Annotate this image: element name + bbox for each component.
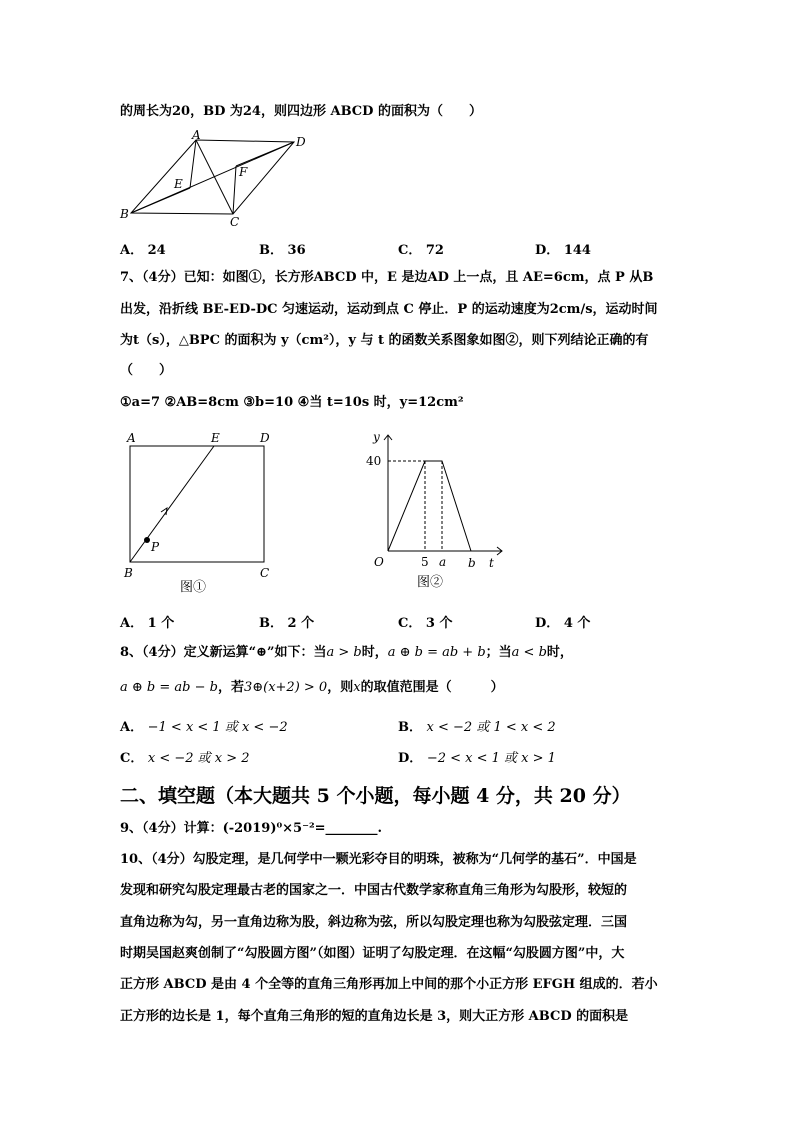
q9-text: 9、（4分）计算：(-2019)⁰×5⁻²=________. (120, 821, 383, 836)
q6-stem-tail: 的周长为20，BD 为24，则四边形 ABCD 的面积为（ ） (120, 104, 482, 119)
label-e: E (211, 431, 220, 445)
arrow-icon (161, 508, 167, 515)
section2-title: 二、填空题（本大题共 5 个小题，每小题 4 分，共 20 分） (120, 785, 631, 807)
q7-statements: ①a=7 ②AB=8cm ③b=10 ④当 t=10s 时，y=12cm² (120, 395, 464, 410)
q10-line1: 10、（4分）勾股定理，是几何学中一颗光彩夺目的明珠，被称为“几何学的基石”．中国是 (120, 852, 637, 867)
q7-line2: 出发，沿折线 BE-ED-DC 匀速运动，运动到点 C 停止．P 的运动速度为2cm/s，运动时间 (120, 302, 658, 317)
q8-option-c[interactable]: C． x < −2 或 x > 2 (120, 751, 250, 766)
segment-be (130, 446, 214, 562)
q8-line2: a ⊕ b = ab − b，若3⊕(x+2) > 0，则x的取值范围是（ ） (120, 680, 504, 695)
q10-line3: 直角边称为勾，另一直角边称为股，斜边称为弦，所以勾股定理也称为勾股弦定理．三国 (120, 915, 628, 930)
point-p-dot (144, 537, 150, 543)
q6-option-d[interactable]: D． 144 (535, 243, 591, 258)
q7-line3: 为t（s），△BPC 的面积为 y（cm²），y 与 t 的函数关系图象如图②，则下列结论正确的有 (120, 333, 649, 348)
label-f: F (239, 165, 248, 179)
label-a: a (439, 555, 447, 569)
label-c: C (230, 215, 240, 228)
q6-rhombus-figure (112, 128, 312, 228)
q6-option-b[interactable]: B． 36 (259, 243, 306, 258)
q10-line6: 正方形的边长是 1，每个直角三角形的短的直角边长是 3，则大正方形 ABCD 的面积是 (120, 1009, 629, 1024)
label-d: D (296, 135, 306, 149)
label-e: E (174, 177, 183, 191)
label-40: 40 (366, 454, 382, 468)
graph-line (388, 461, 471, 551)
label-b: B (120, 207, 129, 221)
label-a: A (192, 128, 201, 142)
segment-ae (190, 140, 196, 188)
q7-figure1-rectangle (118, 425, 288, 597)
q8-option-b[interactable]: B． x < −2 或 1 < x < 2 (398, 720, 556, 735)
label-o: O (374, 555, 384, 569)
label-b: b (468, 556, 476, 570)
figure2-caption: 图② (417, 575, 444, 590)
q7-figure2-graph (360, 425, 510, 597)
q7-line1: 7、（4分）已知：如图①，长方形ABCD 中，E 是边AD 上一点，且 AE=6cm，点 P 从B (120, 270, 654, 285)
q7-line4: （ ） (120, 363, 173, 378)
segment-cf (233, 166, 236, 214)
q8-option-d[interactable]: D． −2 < x < 1 或 x > 1 (398, 751, 556, 766)
q6-option-c[interactable]: C． 72 (398, 243, 444, 258)
label-a: A (127, 431, 136, 445)
q10-line5: 正方形 ABCD 是由 4 个全等的直角三角形再加上中间的那个小正方形 EFGH 组成的．若小 (120, 977, 658, 992)
figure1-caption: 图① (180, 580, 207, 595)
label-c: C (260, 566, 270, 580)
segment-df (236, 142, 294, 166)
label-y: y (373, 430, 380, 444)
label-b: B (124, 566, 133, 580)
q8-option-a[interactable]: A． −1 < x < 1 或 x < −2 (120, 720, 288, 735)
q7-option-b[interactable]: B． 2 个 (259, 616, 315, 631)
q6-option-a[interactable]: A． 24 (120, 243, 166, 258)
q7-option-c[interactable]: C． 3 个 (398, 616, 453, 631)
q10-line4: 时期吴国赵爽创制了“勾股圆方图”（如图）证明了勾股定理．在这幅“勾股圆方图”中，大 (120, 946, 625, 961)
q10-line2: 发现和研究勾股定理最古老的国家之一．中国古代数学家称直角三角形为勾股形，较短的 (120, 883, 628, 898)
label-p: P (151, 540, 160, 554)
label-t: t (489, 556, 494, 570)
q7-option-d[interactable]: D． 4 个 (535, 616, 591, 631)
segment-be (131, 188, 190, 213)
q7-option-a[interactable]: A． 1 个 (120, 616, 175, 631)
label-d: D (260, 431, 270, 445)
q8-line1: 8、（4分）定义新运算“⊕”如下：当a > b时，a ⊕ b = ab + b；当a < b时， (120, 645, 573, 660)
label-5: 5 (421, 555, 429, 569)
